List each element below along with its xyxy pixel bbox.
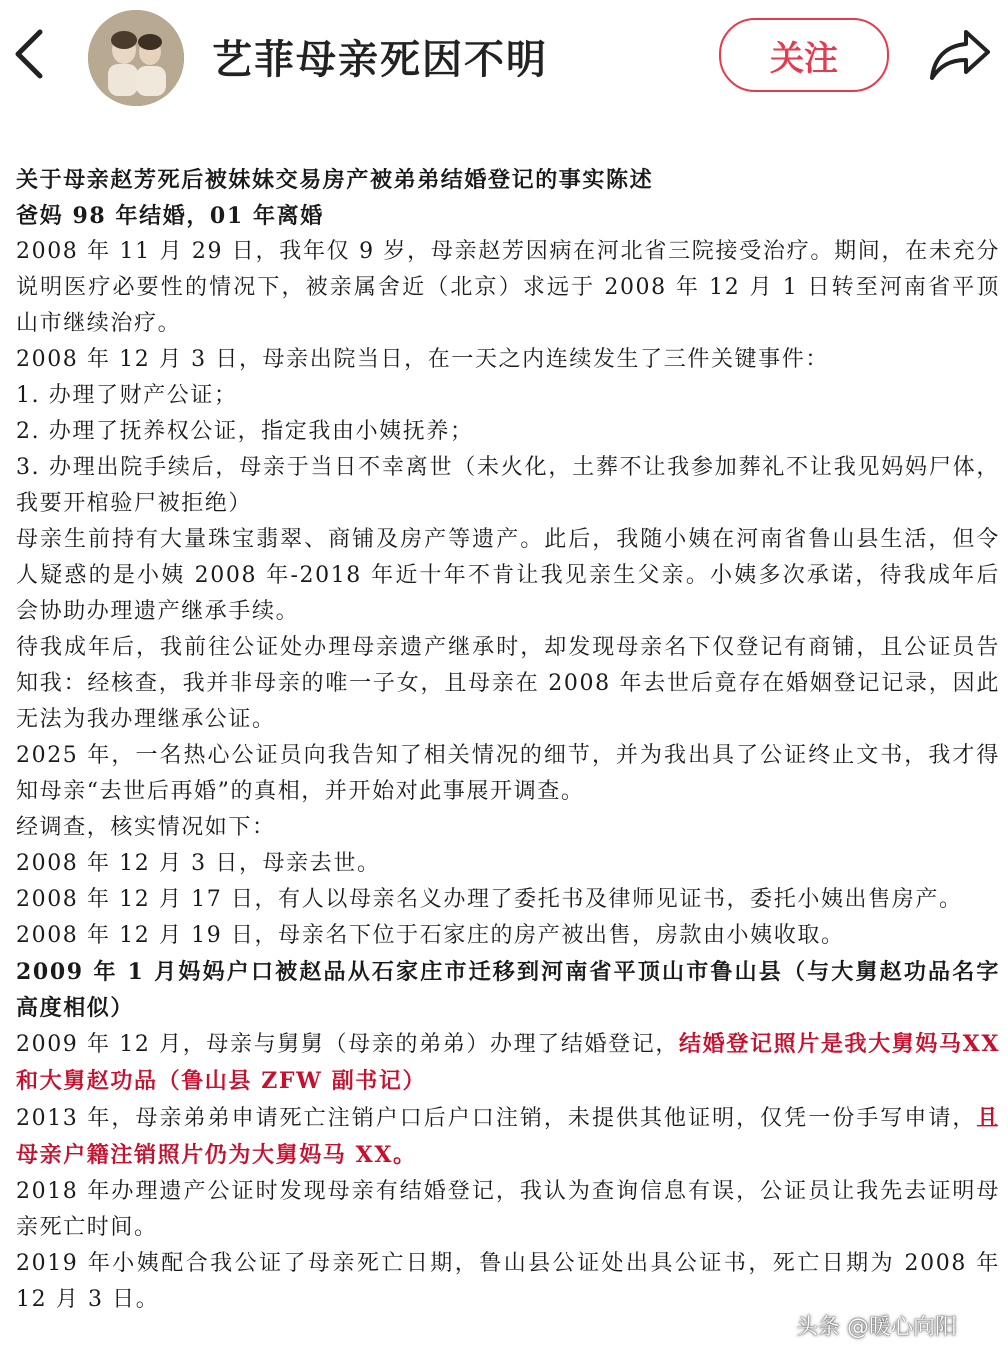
top-bar [0,0,1008,120]
article-heading: 关于母亲赵芳死后被妹妹交易房产被弟弟结婚登记的事实陈述 [16,167,654,193]
article-paragraph [16,1026,1000,1100]
article-paragraph: 待我成年后，我前往公证处办理母亲遗产继承时，却发现母亲名下仅登记有商铺，且公证员告知我：经核查，我并非母亲的唯一子女，且母亲在 2008 年去世后竟存在婚姻登记记录，因此无法为我办理继承公证。 [16,635,1000,732]
article-paragraph: 2008 年 12 月 3 日，母亲去世。 [16,851,381,876]
article-paragraph: 爸妈 98 年结婚，01 年离婚 [16,203,324,229]
article-paragraph: 2009 年 1 月妈妈户口被赵品从石家庄市迁移到河南省平顶山市鲁山县（与大舅赵功品名字高度相似） [16,959,1000,1021]
avatar[interactable] [88,10,184,106]
highlighted-text: 且母亲户籍注销照片仍为大舅妈马 XX。 [16,1105,1000,1168]
article-paragraph: 2018 年办理遗产公证时发现母亲有结婚登记，我认为查询信息有误，公证员让我先去证明母亲死亡时间。 [16,1179,1000,1240]
article-paragraph: 2008 年 12 月 3 日，母亲出院当日，在一天之内连续发生了三件关键事件： [16,347,829,372]
watermark: 头条 @暖心向阳 [796,1315,957,1340]
highlighted-text: 结婚登记照片是我大舅妈马XX 和大舅赵功品（鲁山县 ZFW 副书记） [16,1031,1000,1094]
page-title: 艺菲母亲死因不明 [212,37,548,83]
list-item: 3. 办理出院手续后，母亲于当日不幸离世（未火化，土葬不让我参加葬礼不让我见妈妈尸体，我要开棺验尸被拒绝） [16,455,1000,516]
article-paragraph: 母亲生前持有大量珠宝翡翠、商铺及房产等遗产。此后，我随小姨在河南省鲁山县生活，但令人疑惑的是小姨 2008 年-2018 年近十年不肯让我见亲生父亲。小姨多次承诺，待我成年后会协助办理遗产继承手续。 [16,527,1000,624]
avatar-photo-icon [88,10,184,106]
paragraph-text: 2013 年，母亲弟弟申请死亡注销户口后户口注销，未提供其他证明，仅凭一份手写申请， [16,1106,977,1131]
article-paragraph: 2008 年 12 月 17 日，有人以母亲名义办理了委托书及律师见证书，委托小姨出售房产。 [16,887,963,912]
share-arrow-icon[interactable] [928,26,992,82]
article-paragraph: 2025 年，一名热心公证员向我告知了相关情况的细节，并为我出具了公证终止文书，我才得知母亲“去世后再婚”的真相，并开始对此事展开调查。 [16,743,1000,804]
paragraph-text: 2009 年 12 月，母亲与舅舅（母亲的弟弟）办理了结婚登记， [16,1032,680,1057]
article-body [16,162,1000,1318]
article-paragraph: 经调查，核实情况如下： [16,815,276,840]
list-item: 2. 办理了抚养权公证，指定我由小姨抚养； [16,419,474,444]
list-item: 1. 办理了财产公证； [16,383,238,408]
article-paragraph: 2008 年 11 月 29 日，我年仅 9 岁，母亲赵芳因病在河北省三院接受治疗。期间，在未充分说明医疗必要性的情况下，被亲属舍近（北京）求远于 2008 年 12 月 1 日转至河南省平顶山市继续治疗。 [16,239,1000,336]
article-paragraph: 2008 年 12 月 19 日，母亲名下位于石家庄的房产被出售，房款由小姨收取。 [16,923,845,948]
article-paragraph [16,1100,1000,1174]
chevron-left-icon[interactable] [10,26,50,82]
article-paragraph: 2019 年小姨配合我公证了母亲死亡日期，鲁山县公证处出具公证书，死亡日期为 2008 年 12 月 3 日。 [16,1251,1000,1312]
follow-button[interactable]: 关注 [719,18,889,92]
